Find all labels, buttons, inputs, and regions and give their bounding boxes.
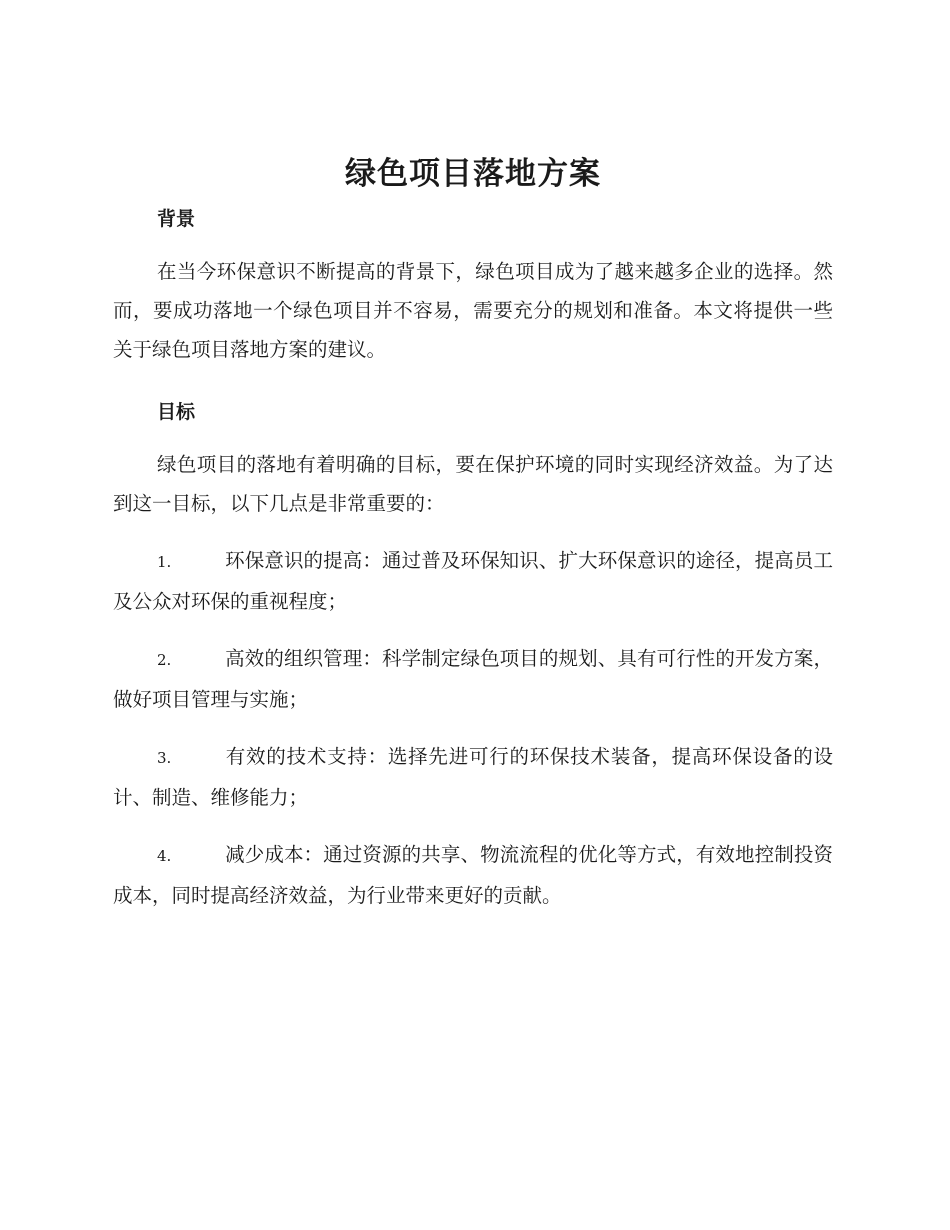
list-item (113, 639, 833, 719)
goals-paragraph: 绿色项目的落地有着明确的目标，要在保护环境的同时实现经济效益。为了达到这一目标，以下几点是非常重要的： (113, 453, 833, 515)
list-item-number: 4. (157, 847, 172, 865)
document-page (113, 148, 833, 915)
list-item-number: 2. (157, 651, 172, 669)
list-item-number: 3. (157, 749, 172, 767)
document-title: 绿色项目落地方案 (345, 156, 601, 192)
list-item-number: 1. (157, 553, 172, 571)
list-item-text: 高效的组织管理：科学制定绿色项目的规划、具有可行性的开发方案，做好项目管理与实施； (113, 647, 833, 711)
list-item-text: 减少成本：通过资源的共享、物流流程的优化等方式，有效地控制投资成本，同时提高经济效益，为行业带来更好的贡献。 (113, 843, 833, 907)
list-item (113, 835, 833, 915)
background-paragraph: 在当今环保意识不断提高的背景下，绿色项目成为了越来越多企业的选择。然而，要成功落地一个绿色项目并不容易，需要充分的规划和准备。本文将提供一些关于绿色项目落地方案的建议。 (113, 260, 833, 361)
list-item-text: 环保意识的提高：通过普及环保知识、扩大环保意识的途径，提高员工及公众对环保的重视程度； (113, 549, 833, 613)
list-item (113, 737, 833, 817)
section-heading-goals: 目标 (157, 401, 196, 423)
list-item (113, 541, 833, 621)
list-item-text: 有效的技术支持：选择先进可行的环保技术装备，提高环保设备的设计、制造、维修能力； (113, 745, 833, 809)
section-heading-background: 背景 (157, 208, 196, 230)
